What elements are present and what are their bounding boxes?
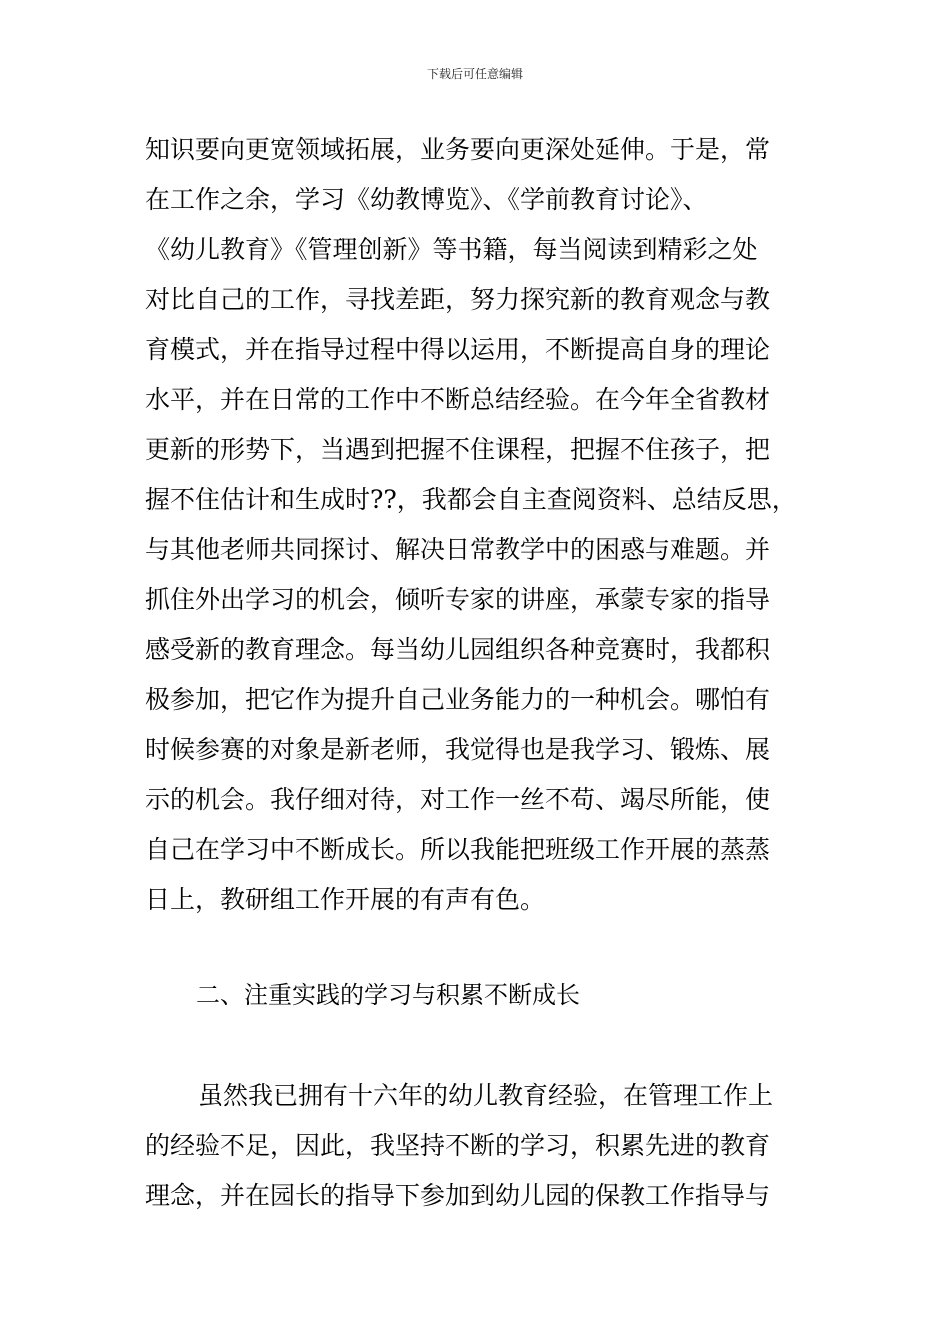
text-line: 更新的形势下，当遇到把握不住课程，把握不住孩子，把 bbox=[145, 435, 771, 464]
body-paragraph bbox=[145, 1071, 825, 1221]
text-line: 虽然我已拥有十六年的幼儿教育经验，在管理工作上 bbox=[198, 1081, 774, 1110]
text-line: 《幼儿教育》《管理创新》等书籍，每当阅读到精彩之处 bbox=[145, 235, 758, 264]
text-line: 知识要向更宽领域拓展，业务要向更深处延伸。于是，常 bbox=[145, 135, 771, 164]
text-line: 理念，并在园长的指导下参加到幼儿园的保教工作指导与 bbox=[145, 1181, 771, 1210]
text-line: 在工作之余，学习《幼教博览》、《学前教育讨论》、 bbox=[145, 185, 708, 214]
text-line: 与其他老师共同探讨、解决日常教学中的困惑与难题。并 bbox=[145, 535, 771, 564]
page-header-note: 下载后可任意编辑 bbox=[426, 67, 523, 81]
text-line: 感受新的教育理念。每当幼儿园组织各种竞赛时，我都积 bbox=[145, 635, 771, 664]
text-line: 日上，教研组工作开展的有声有色。 bbox=[145, 885, 546, 914]
section-heading: 二、注重实践的学习与积累不断成长 bbox=[196, 981, 580, 1009]
text-line: 抓住外出学习的机会，倾听专家的讲座，承蒙专家的指导 bbox=[145, 585, 771, 614]
body-paragraph bbox=[145, 125, 825, 925]
text-line: 自己在学习中不断成长。所以我能把班级工作开展的蒸蒸 bbox=[145, 835, 771, 864]
text-line: 时候参赛的对象是新老师，我觉得也是我学习、锻炼、展 bbox=[145, 735, 771, 764]
text-line: 育模式，并在指导过程中得以运用，不断提高自身的理论 bbox=[145, 335, 771, 364]
text-line: 极参加，把它作为提升自己业务能力的一种机会。哪怕有 bbox=[145, 685, 771, 714]
text-line: 的经验不足，因此，我坚持不断的学习，积累先进的教育 bbox=[145, 1131, 771, 1160]
text-line: 握不住估计和生成时??，我都会自主查阅资料、总结反思， bbox=[145, 485, 797, 514]
text-line: 示的机会。我仔细对待，对工作一丝不苟、竭尽所能，使 bbox=[145, 785, 771, 814]
text-line: 水平，并在日常的工作中不断总结经验。在今年全省教材 bbox=[145, 385, 771, 414]
text-line: 对比自己的工作，寻找差距，努力探究新的教育观念与教 bbox=[145, 285, 771, 314]
